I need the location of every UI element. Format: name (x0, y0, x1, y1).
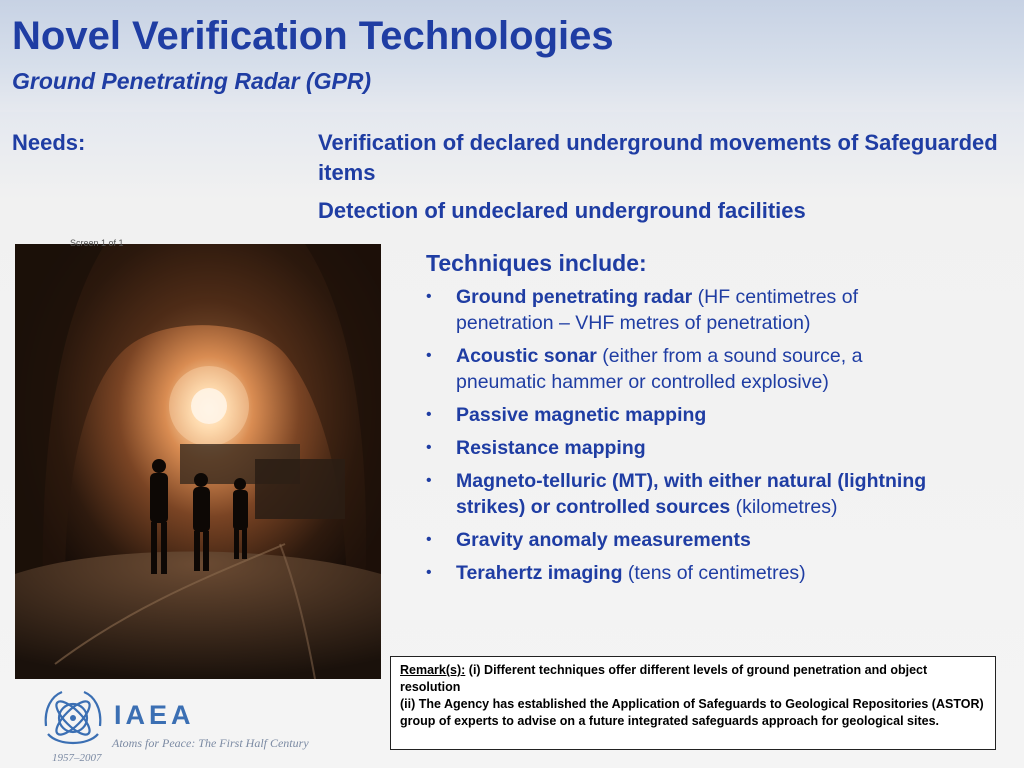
technique-name: Terahertz imaging (456, 562, 623, 584)
needs-item: Verification of declared underground movements of Safeguarded items (318, 130, 998, 185)
iaea-logo (38, 684, 348, 768)
technique-name: Passive magnetic mapping (456, 404, 707, 426)
photo-caption: Screen 1 of 1 (70, 238, 124, 248)
bullet-icon: • (426, 472, 432, 489)
technique-detail: (tens of centimetres) (622, 562, 806, 584)
techniques-list (426, 284, 946, 593)
remark-line-2: (ii) The Agency has established the Application of Safeguards to Geological Repositories (ASTOR) group of experts to advise on a future integrated safeguards approach for geological sites. (400, 697, 984, 728)
remark-box (390, 656, 996, 750)
tunnel-illustration (15, 244, 381, 679)
techniques-heading: Techniques include: (426, 250, 647, 276)
technique-detail: (either from a sound source, a pneumatic hammer or controlled explosive) (456, 345, 863, 393)
remark-line-1: (i) Different techniques offer different levels of ground penetration and object resolution (400, 663, 928, 694)
un-emblem-icon (38, 688, 108, 754)
bullet-icon: • (426, 531, 432, 548)
list-item (426, 560, 946, 586)
technique-name: Resistance mapping (456, 437, 646, 459)
bullet-icon: • (426, 347, 432, 364)
iaea-tagline: Atoms for Peace: The First Half Century (112, 736, 309, 750)
bullet-icon: • (426, 564, 432, 581)
needs-label: Needs: (12, 130, 86, 155)
page-subtitle: Ground Penetrating Radar (GPR) (12, 68, 372, 94)
iaea-wordmark: IAEA (114, 700, 195, 730)
technique-name: Acoustic sonar (456, 345, 597, 367)
bullet-icon: • (426, 439, 432, 456)
list-item (426, 343, 946, 395)
list-item (426, 468, 946, 520)
technique-name: Gravity anomaly measurements (456, 529, 751, 551)
technique-detail: (kilometres) (730, 496, 838, 518)
bullet-icon: • (426, 288, 432, 305)
technique-name: Magneto-telluric (MT), with either natural (lightning strikes) or controlled sources (456, 470, 927, 518)
list-item (426, 527, 946, 553)
technique-name: Ground penetrating radar (456, 286, 693, 308)
iaea-years: 1957–2007 (52, 752, 102, 764)
list-item (426, 435, 946, 461)
list-item (426, 402, 946, 428)
needs-item: Detection of undeclared underground facilities (318, 198, 806, 223)
tunnel-photo (15, 238, 381, 679)
page-title: Novel Verification Technologies (12, 14, 614, 58)
bullet-icon: • (426, 406, 432, 423)
technique-detail: (HF centimetres of penetration – VHF metres of penetration) (456, 286, 858, 334)
list-item (426, 284, 946, 336)
remark-label: Remark(s): (400, 663, 466, 677)
